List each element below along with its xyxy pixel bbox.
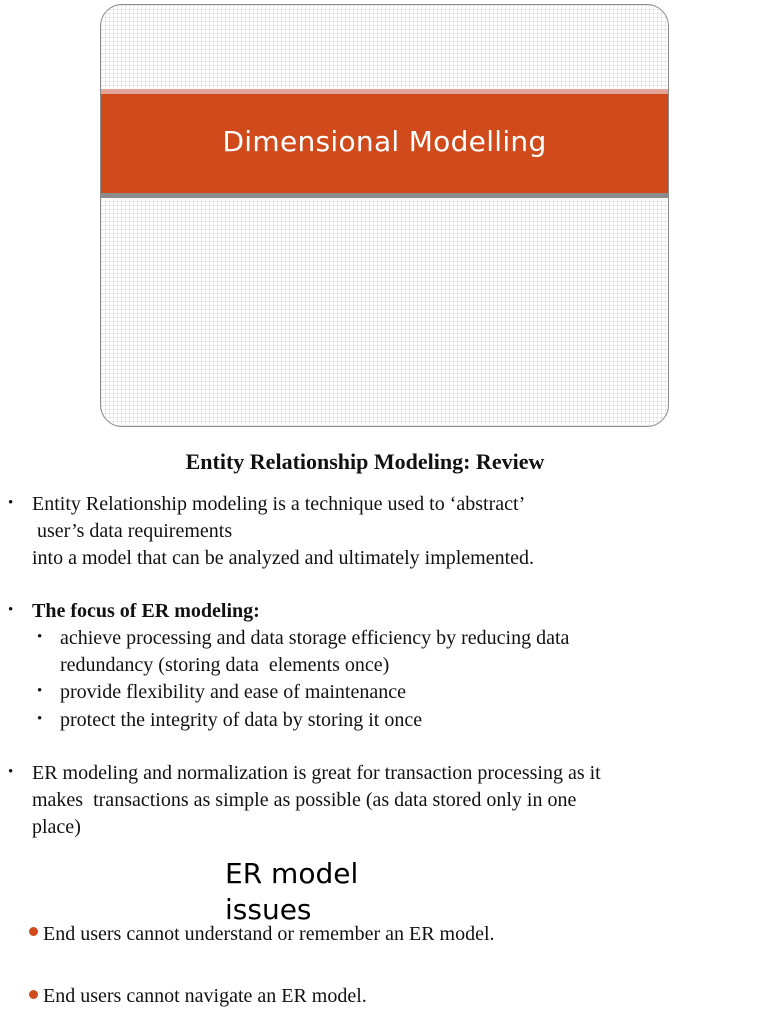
text-line: achieve processing and data storage efficiency by reducing data: [60, 627, 570, 649]
bullet-dot-icon: [29, 990, 38, 999]
text-line: redundancy (storing data elements once): [60, 654, 390, 676]
text-line: into a model that can be analyzed and ultimately implemented.: [32, 547, 535, 569]
focus-item: [60, 625, 710, 679]
bullet-icon: •: [8, 602, 14, 618]
issue-item: End users cannot navigate an ER model.: [43, 985, 367, 1007]
bullet-icon: •: [37, 711, 43, 727]
title-slide: [100, 4, 669, 427]
paragraph-transaction-processing: [32, 760, 712, 841]
paragraph-er-definition: [32, 491, 712, 572]
bullet-icon: •: [37, 629, 43, 645]
slide-title: Dimensional Modelling: [222, 125, 547, 158]
focus-item: protect the integrity of data by storing it once: [60, 709, 423, 731]
issues-title: ER model issues: [225, 857, 359, 926]
section-heading: Entity Relationship Modeling: Review: [185, 449, 545, 474]
title-band: [101, 94, 668, 193]
text-line: Entity Relationship modeling is a technique used to ‘abstract’: [32, 493, 526, 515]
text-line: place): [32, 816, 81, 838]
text-line: user’s data requirements: [32, 520, 233, 542]
text-line: makes transactions as simple as possible (as data stored only in one: [32, 789, 577, 811]
bullet-icon: •: [37, 683, 43, 699]
text-line: ER modeling and normalization is great for transaction processing as it: [32, 762, 601, 784]
bullet-icon: •: [8, 495, 14, 511]
issue-item: End users cannot understand or remember an ER model.: [43, 923, 495, 945]
focus-item: provide flexibility and ease of maintenance: [60, 681, 406, 703]
focus-heading: The focus of ER modeling:: [32, 600, 260, 622]
bullet-dot-icon: [29, 927, 38, 936]
band-bottom-stripe: [101, 193, 668, 198]
bullet-icon: •: [8, 764, 14, 780]
